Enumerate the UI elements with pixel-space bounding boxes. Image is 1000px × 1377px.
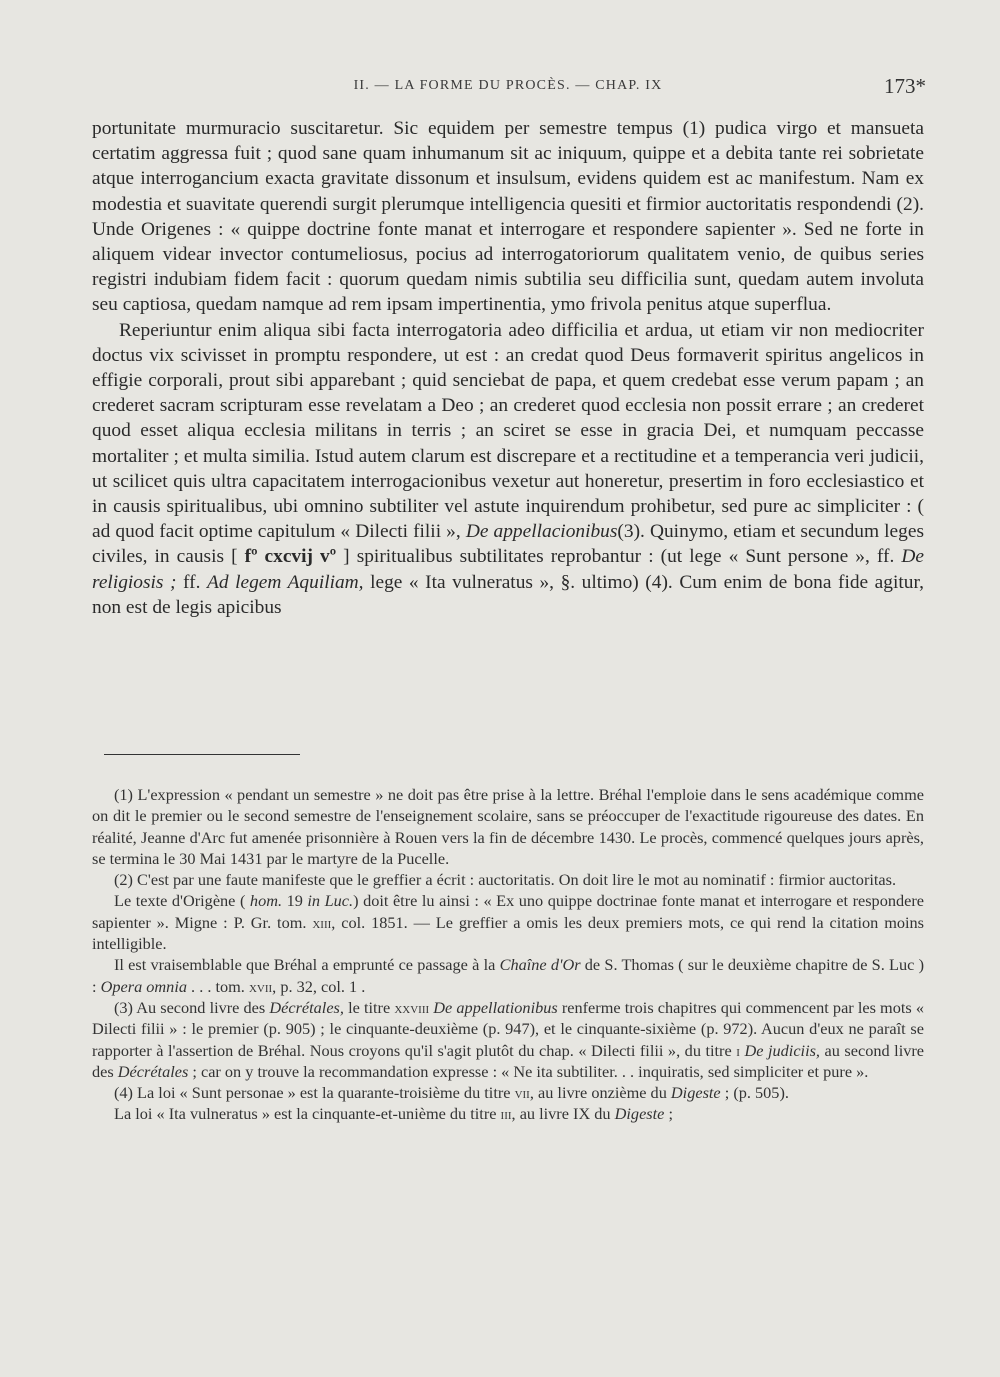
footnote-2: (2) C'est par une faute manifeste que le greffier a écrit : auctoritatis. On doit lire le mot au nominatif : firmior auctoritas.: [114, 870, 897, 890]
footnote-text: (4) La loi « Sunt personae » est la quarante-troisième du titre: [114, 1083, 515, 1103]
footnote-text: renferme trois chapitres qui commencent par les mots « Dilecti filii » : le premier (p. 905) ; le cinquante-deuxième (p. 947), et le cinquante-sixième (p. 972). Aucun d'eux ne paraît se rapporter à l'assertion de Bréhal. Nous croyons qu'il s'agit plutôt du chap. « Dilecti filii », du titre: [92, 997, 924, 1060]
footnote-text: La loi « Ita vulneratus » est la cinquante-et-unième du titre: [114, 1104, 501, 1124]
page-number: 173*: [884, 74, 926, 98]
roman-numeral: xvii: [248, 976, 273, 996]
footnote-italic: De judiciis,: [744, 1040, 820, 1060]
footnote-italic: in Luc.: [307, 891, 354, 911]
roman-numeral: xiii: [312, 912, 332, 932]
paragraph-1: portunitate murmuracio suscitaretur. Sic equidem per semestre tempus (1) pudica virgo et mansueta certatim aggressa fuit ; quod sane quam inhumanum sit ac iniquum, quippe et a debita tante rei sobrietate atque interrogancium exacta gravitate dissonum et insulsum, evidens quidem est ac manifestum. Nam ex modestia et suavitate querendi surgit plerumque intelligencia quesiti et firmior auctoritatis respondendi (2). Unde Origenes : « quippe doctrine fonte manat et interrogare et respondere sapienter ». Sed ne forte in aliquem videar invector contumeliosus, pocius ad interrogatoriorum qualitatem venio, de quibus series registri indubiam fidem facit : quorum quedam nimis subtilia seu difficilia sunt, quedam autem involuta seu captiosa, quedam namque ad rem ipsam impertinentia, ymo frivola penitus atque superflua.: [92, 118, 924, 316]
footnote-italic: Opera omnia: [100, 976, 187, 996]
footnote-text: . . . tom.: [186, 976, 249, 996]
paragraph-2-text-d: ff.: [176, 571, 207, 593]
footnote-text: ; (p. 505).: [720, 1083, 789, 1103]
roman-numeral: iii: [500, 1104, 512, 1124]
roman-numeral: i: [736, 1040, 740, 1060]
paragraph-2-text-b: (3). Quinymo, etiam et secundum leges civiles, in causis [: [92, 521, 924, 568]
footnote-italic: Digeste: [670, 1083, 721, 1103]
footnote-italic: hom.: [249, 891, 283, 911]
footnote-2-chaine: [92, 954, 924, 997]
citation-ad-legem-aquiliam: Ad legem Aquiliam,: [207, 571, 364, 593]
paragraph-2: [92, 318, 924, 620]
footnote-text: au second livre des: [92, 1040, 925, 1081]
paragraph-2-text-e: lege « Ita vulneratus », §. ultimo) (4). Cum enim de bona fide agitur, non est de legis apicibus: [92, 571, 924, 618]
roman-numeral: vii: [514, 1083, 530, 1103]
footnote-italic: Chaîne d'Or: [499, 955, 581, 975]
footnote-italic: Digeste: [614, 1104, 665, 1124]
footnote-text: , au livre IX du: [511, 1104, 615, 1124]
running-head: II. — LA FORME DU PROCÈS. — CHAP. IX: [353, 78, 663, 93]
footnote-italic: Décrétales: [117, 1061, 189, 1081]
footnote-4: [92, 1082, 924, 1103]
paragraph-2-text-a: Reperiuntur enim aliqua sibi facta interrogatoria adeo difficilia et ardua, ut etiam vir non mediocriter doctus vix scivisset in promptu respondere, ut est : an credat quod Deus formaverit spiritus angelicos in effigie corporali, prout sibi apparebant ; quid senciebat de papa, et quem credebat esse verum papam ; an crederet sacram scripturam esse revelatam a Deo ; an crederet quod ecclesia non possit errare ; an crederet quod esset aliqua ecclesia militans in terris ; an sciret se esse in gracia Dei, et numquam peccasse mortaliter ; et multa similia. Istud autem clarum est discrepare et a rectitudine et a temperancia veri judicii, ut scilicet quis ultra capacitatem interrogacionibus vexetur aut honeretur, presertim in foro ecclesiastico et in causis spiritualibus, ubi omnino subtiliter vel astute inquirendum prohibetur, sed pure ac simpliciter : ( ad quod facit optime capitulum « Dilecti filii »,: [92, 319, 924, 543]
footnotes: [92, 784, 924, 1125]
footnote-italic: De appellationibus: [433, 997, 558, 1017]
footnote-text: Le texte d'Origène (: [114, 891, 250, 911]
footnote-3: [92, 997, 924, 1082]
footnote-text: Il est vraisemblable que Bréhal a emprunté ce passage à la: [114, 955, 500, 975]
footnote-text: 19: [282, 891, 308, 911]
paragraph-2-text-c: ] spiritualibus subtilitates reprobantur : (ut lege « Sunt persone », ff.: [336, 546, 902, 568]
footnote-1: (1) L'expression « pendant un semestre » ne doit pas être prise à la lettre. Bréhal l'emploie dans le sens académique comme on dit le premier ou le second semestre de l'enseignement scolaire, sans se préoccuper de l'exactitude rigoureuse des dates. En réalité, Jeanne d'Arc fut amenée prisonnière à Rouen vers la fin de décembre 1430. Le procès, commencé quelques jours après, se termina le 30 Mai 1431 par le martyre de la Pucelle.: [92, 785, 924, 868]
footnote-text: ; car on y trouve la recommandation expresse : « Ne ita subtiliter. . . inquiratis, sed simpliciter et pure ».: [188, 1061, 869, 1081]
footnote-text: , p. 32, col. 1 .: [272, 976, 366, 996]
footnote-text: , au livre onzième du: [529, 1083, 671, 1103]
folio-reference: fº cxcvij vº: [244, 546, 337, 568]
footnote-4-continued: [92, 1103, 924, 1124]
footnote-italic: Décrétales,: [269, 997, 344, 1017]
citation-de-appellacionibus: De appellacionibus: [465, 521, 618, 543]
footnote-divider: [104, 754, 300, 755]
footnote-text: le titre: [343, 997, 395, 1017]
roman-numeral: xxviii: [394, 997, 430, 1017]
footnote-text: (3) Au second livre des: [114, 997, 270, 1017]
footnote-text: , col. 1851. — Le greffier a omis les deux premiers mots, ce qui rend la citation moins intelligible.: [92, 912, 924, 954]
page-header: [90, 72, 926, 102]
footnote-text: de S. Thomas ( sur le deuxième chapitre de S. Luc ) :: [92, 955, 924, 996]
footnote-text: ;: [664, 1104, 673, 1124]
footnote-text: ) doit être lu ainsi : « Ex uno quippe doctrinae fonte manat et interrogare et respondere sapienter ». Migne : P. Gr. tom.: [92, 891, 924, 932]
main-text: [92, 116, 924, 620]
footnote-2-origen: [92, 890, 924, 954]
citation-de-religiosis: De religiosis ;: [92, 546, 924, 593]
